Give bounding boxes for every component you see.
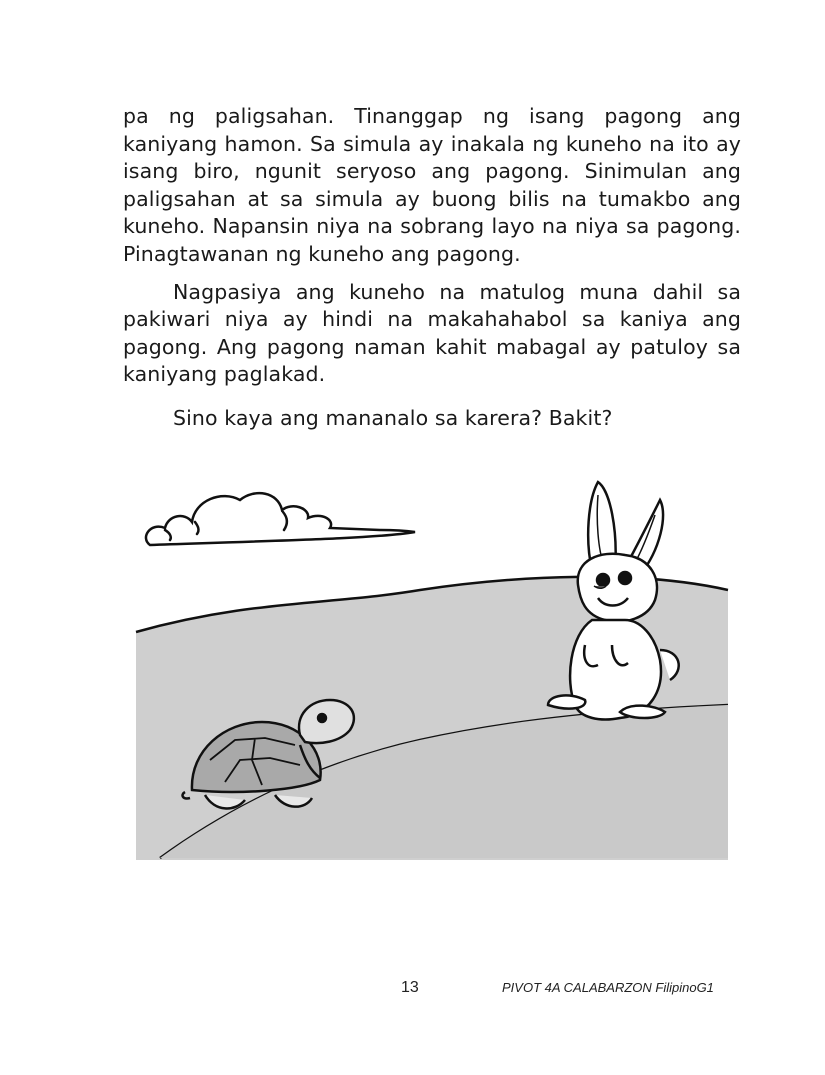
- footer-credit: PIVOT 4A CALABARZON FilipinoG1: [502, 980, 714, 995]
- story-question: Sino kaya ang mananalo sa karera? Bakit?: [173, 405, 613, 430]
- page-number: 13: [401, 979, 419, 996]
- story-paragraph-1: pa ng paligsahan. Tinanggap ng isang pagong ang kaniyang hamon. Sa simula ay inakala ng kuneho na ito ay isang biro, ngunit seryoso ang pagong. Sinimulan ang paligsahan at sa simula ay buong bilis na tumakbo ang kuneho. Napansin niya na sobrang layo na niya sa pagong. Pinagtawanan ng kuneho ang pagong.: [123, 104, 741, 266]
- story-text: [123, 103, 741, 433]
- story-paragraph-2: Nagpasiya ang kuneho na matulog muna dahil sa pakiwari niya ay hindi na makahahabol sa kaniya ang pagong. Ang pagong naman kahit mabagal ay patuloy sa kaniyang paglakad.: [123, 279, 741, 387]
- rabbit-turtle-illustration: [0, 460, 825, 870]
- cloud-icon: [146, 493, 415, 545]
